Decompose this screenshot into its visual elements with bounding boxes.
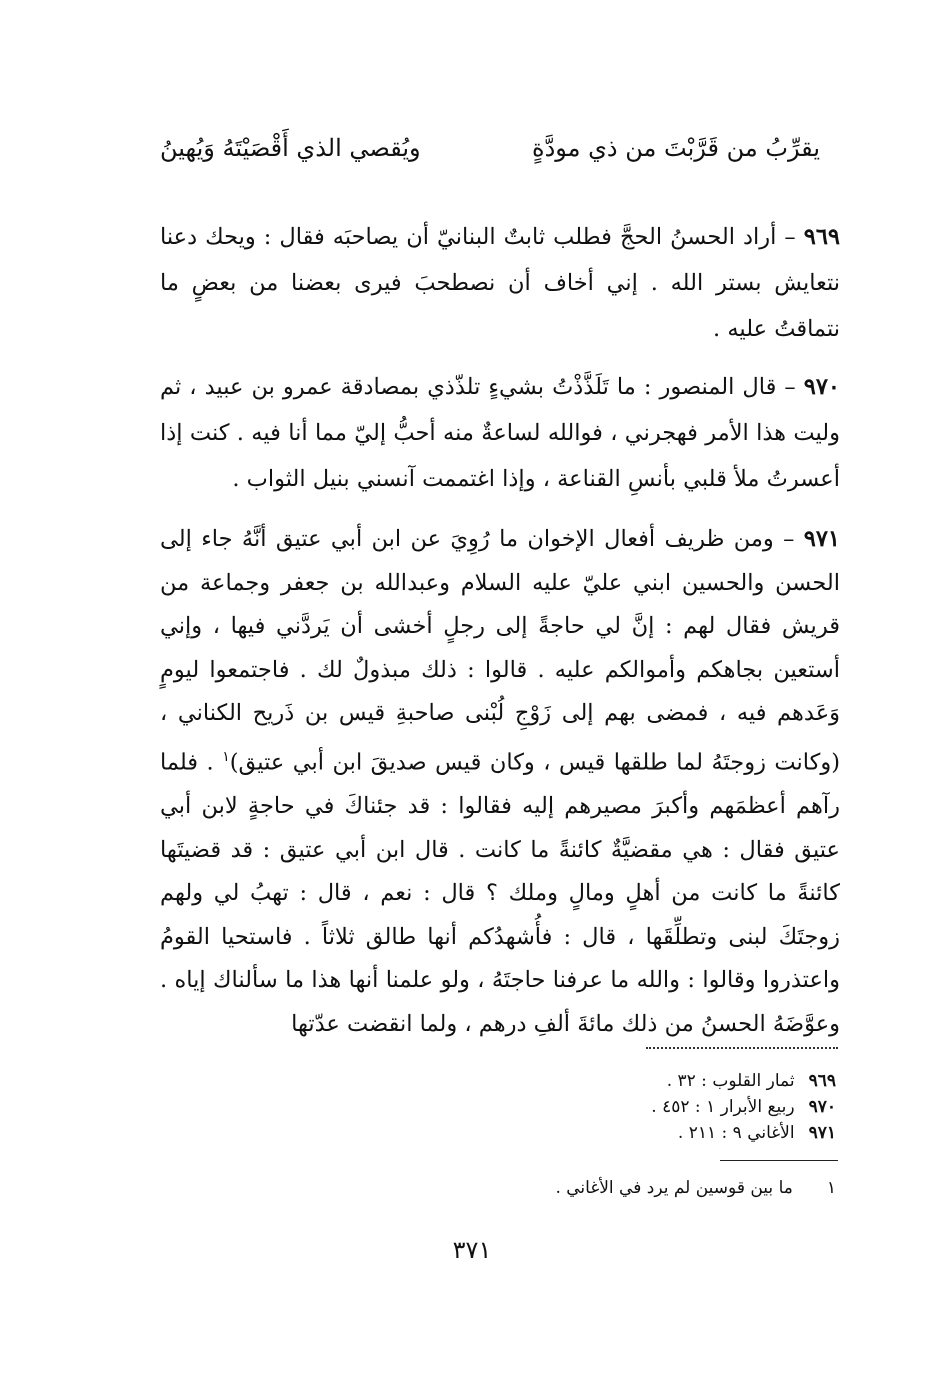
source-number: ٩٦٩ <box>808 1071 836 1091</box>
sources-list <box>651 1068 836 1146</box>
source-item <box>651 1094 836 1120</box>
entry-971 <box>160 518 840 1047</box>
source-item <box>651 1120 836 1146</box>
entry-number: ٩٧٠ <box>803 374 841 400</box>
verse-first-hemistich: يقرِّبُ من قَرَّبْتَ من ذي مودَّةٍ <box>532 134 820 162</box>
footnote-number: ١ <box>826 1178 836 1198</box>
source-text: ربيع الأبرار ١ : ٤٥٢ . <box>651 1097 795 1117</box>
entry-text: – أراد الحسنُ الحجَّ فطلب ثابتٌ البنانيّ أن يصاحبَه فقال : ويحك دعنا نتعايش بستر الله . إني أخاف أن نصطحبَ فيرى بعضنا من بعضٍ ما نتماقتُ عليه . <box>160 224 840 342</box>
entry-969 <box>160 214 840 352</box>
source-text: الأغاني ٩ : ٢١١ . <box>677 1123 795 1143</box>
page-number: ٣٧١ <box>452 1236 492 1264</box>
footnote-divider <box>720 1160 838 1161</box>
source-number: ٩٧٠ <box>808 1097 836 1117</box>
entry-text-continued: . فلما رآهم أعظمَهم وأكبرَ مصيرهم إليه فقالوا : قد جئناكَ في حاجةٍ لابن أبي عتيق فقال : هي مقضيَّةٌ كائنةً ما كانت . قال ابن أبي عتيق : قد قضيتَها كائنةً ما كانت من أهلٍ ومالٍ وملك ؟ قال : نعم ، قال : تهبُ لي ولهم زوجتَكَ لبنى وتطلِّقَها ، قال : فأُشهدُكم أنها طالق ثلاثاً . فاستحيا القومُ واعتذروا وقالوا : والله ما عرفنا حاجتَهُ ، ولو علمنا أنها هذا ما سألناك إياه . وعوَّضَهُ الحسنُ من ذلك مائةَ ألفِ درهم ، ولما انقضت عدّتها <box>160 749 840 1038</box>
entry-number: ٩٧١ <box>803 526 840 552</box>
footnote-text: ما بين قوسين لم يرد في الأغاني . <box>555 1178 793 1198</box>
sources-divider <box>646 1047 838 1049</box>
source-item <box>651 1068 836 1094</box>
footnote <box>555 1178 836 1198</box>
entry-text: – ومن ظريف أفعال الإخوان ما رُوِيَ عن ابن أبي عتيق أنَّهُ جاء إلى الحسن والحسين ابني عليّ عليه السلام وعبدالله بن جعفر وجماعة من قريش فقال لهم : إنَّ لي حاجةً إلى رجلٍ أخشى أن يَردَّني فيها ، وإني أستعين بجاهكم وأموالكم عليه . قالوا : ذلك مبذولٌ لك . فاجتمعوا ليومٍ وَعَدهم فيه ، فمضى بهم إلى زَوْجِ لُبْنى صاحبةِ قيس بن ذَريح الكناني ، (وكانت زوجتَهُ لما طلقها قيس ، وكان قيس صديقَ ابن أبي عتيق) <box>160 526 840 776</box>
verse-second-hemistich: ويُقصي الذي أَقْصَيْتَهُ وَيُهينُ <box>160 134 421 162</box>
entry-number: ٩٦٩ <box>803 224 840 250</box>
source-number: ٩٧١ <box>808 1123 836 1143</box>
entry-970 <box>160 364 840 502</box>
source-text: ثمار القلوب : ٣٢ . <box>666 1071 795 1091</box>
poetry-verse <box>160 128 820 168</box>
entry-text: – قال المنصور : ما تَلَذَّذْتُ بشيءٍ تلذّذي بمصادقة عمرو بن عبيد ، ثم وليت هذا الأمر فهجرني ، فوالله لساعةٌ منه أحبُّ إليّ مما أنا فيه . كنت إذا أعسرتُ ملأ قلبي بأنسِ القناعة ، وإذا اغتممت آنسني بنيل الثواب . <box>160 374 840 492</box>
footnote-reference: ١ <box>222 748 230 765</box>
